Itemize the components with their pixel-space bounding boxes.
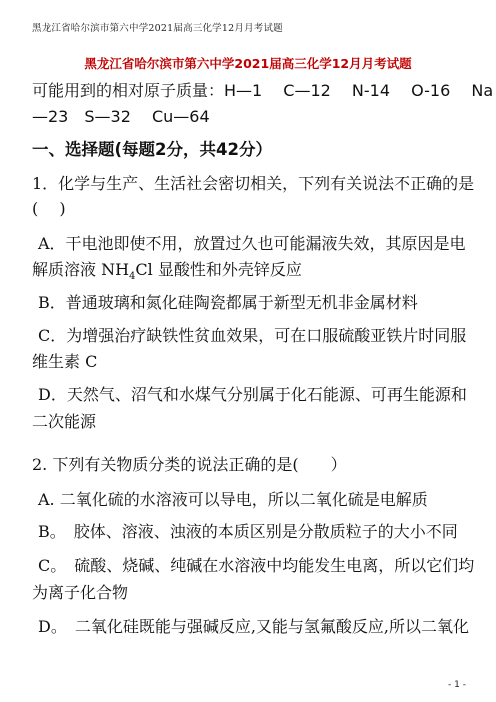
q1-option-d-line-2: 二次能源	[32, 412, 97, 431]
running-header: 黑龙江省哈尔滨市第六中学2021届高三化学12月月考试题	[32, 23, 283, 34]
q1-stem-line-2: ( )	[32, 199, 66, 218]
q2-option-d-line-1: D。 二氧化硅既能与强碱反应,又能与氢氟酸反应,所以二氧化	[38, 617, 470, 636]
section-heading-multiple-choice: 一、选择题(每题2分，共42分）	[32, 140, 272, 159]
q1-option-a-text-tail: Cl 显酸性和外壳锌反应	[135, 260, 302, 279]
q1-option-a-text: 解质溶液 NH	[32, 260, 130, 279]
q2-option-c-line-2: 为离子化合物	[32, 583, 129, 602]
q1-option-a-line-1: A．干电池即使不用，放置过久也可能漏液失效，其原因是电	[38, 234, 466, 253]
q2-option-c-line-1: C。 硫酸、烧碱、纯碱在水溶液中均能发生电离，所以它们均	[38, 556, 475, 575]
q1-stem-line-1: 1．化学与生产、生活社会密切相关，下列有关说法不正确的是	[32, 174, 475, 193]
q2-option-a: A. 二氧化硫的水溶液可以导电，所以二氧化硫是电解质	[38, 490, 428, 509]
q1-option-c-line-2: 维生素 C	[32, 352, 98, 371]
atomic-masses-line-1: 可能用到的相对原子质量：H—1 C—12 N-14 O-16 Na	[32, 81, 494, 100]
document-title: 黑龙江省哈尔滨市第六中学2021届高三化学12月月考试题	[84, 56, 412, 71]
q1-option-a-subscript: 4	[129, 271, 136, 283]
atomic-masses-line-2: —23 S—32 Cu—64	[32, 107, 210, 126]
q1-option-a-line-2	[32, 257, 302, 282]
q1-option-c-line-1: C．为增强治疗缺铁性贫血效果，可在口服硫酸亚铁片时同服	[38, 326, 467, 345]
page-number: - 1 -	[448, 680, 466, 690]
q2-option-b: B。 胶体、溶液、浊液的本质区别是分散质粒子的大小不同	[38, 522, 458, 541]
q1-option-d-line-1: D．天然气、沼气和水煤气分别属于化石能源、可再生能源和	[38, 385, 467, 404]
q2-stem: 2. 下列有关物质分类的说法正确的是( ）	[32, 455, 347, 474]
q1-option-b: B．普通玻璃和氮化硅陶瓷都属于新型无机非金属材料	[38, 293, 418, 312]
